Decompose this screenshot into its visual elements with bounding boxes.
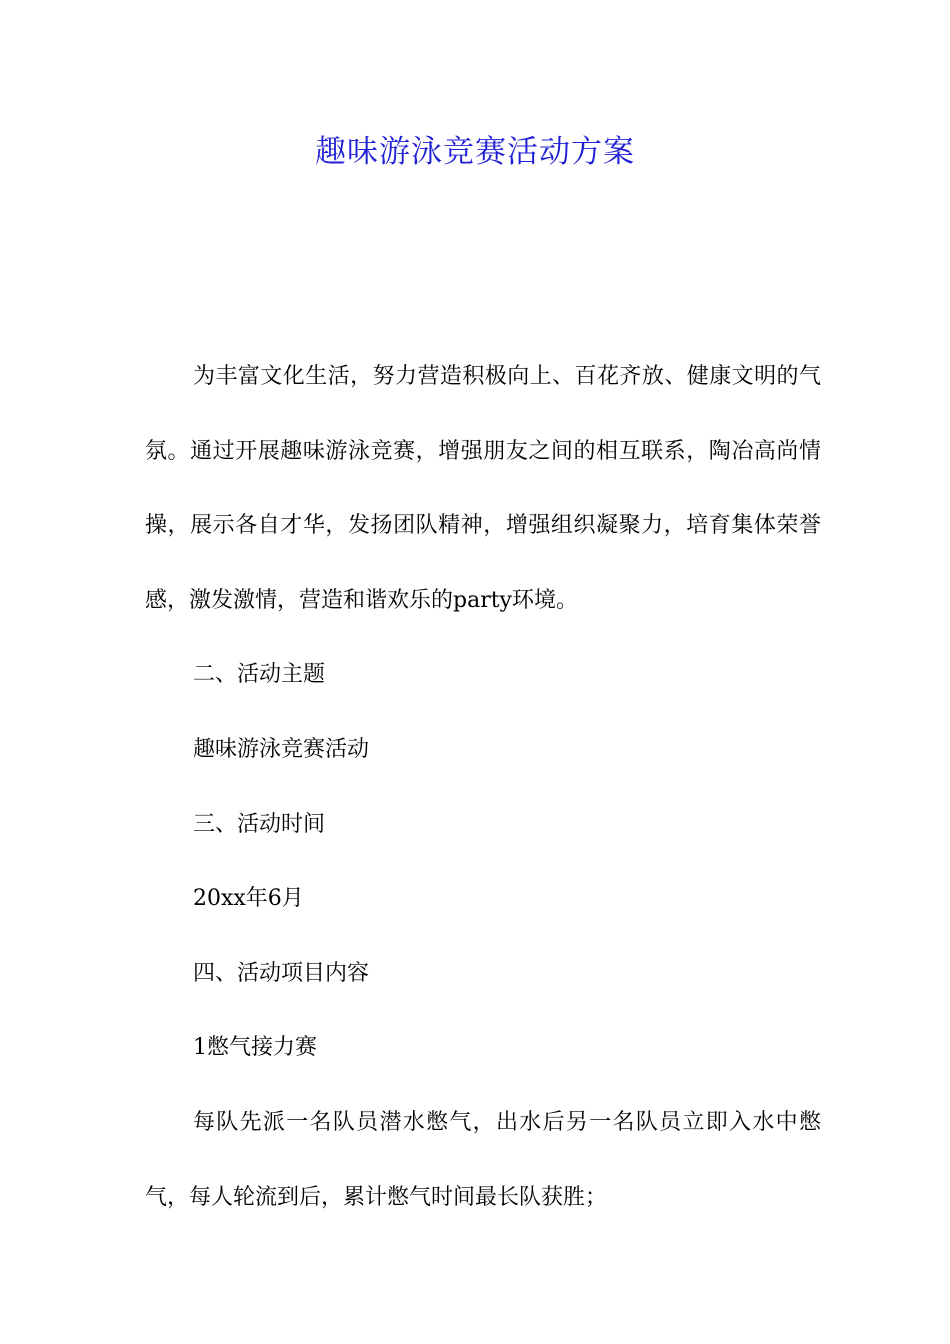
section-heading-content: 四、活动项目内容 — [193, 960, 370, 986]
section-heading-theme: 二、活动主题 — [193, 662, 326, 688]
theme-text: 趣味游泳竞赛活动 — [193, 736, 370, 762]
item-description-breath-relay: 每队先派一名队员潜水憋气，出水后另一名队员立即入水中憋气，每人轮流到后，累计憋气时间最长队获胜； — [145, 1109, 821, 1210]
document-title: 趣味游泳竞赛活动方案 — [315, 134, 635, 170]
item-heading-breath-relay: 1憋气接力赛 — [193, 1035, 317, 1061]
document-body — [145, 340, 821, 1235]
section-heading-time: 三、活动时间 — [193, 811, 326, 837]
time-text: 20xx年6月 — [193, 886, 304, 912]
intro-paragraph: 为丰富文化生活，努力营造积极向上、百花齐放、健康文明的气氛。通过开展趣味游泳竞赛，增强朋友之间的相互联系，陶冶高尚情操，展示各自才华，发扬团队精神，增强组织凝聚力，培育集体荣誉感，激发激情，营造和谐欢乐的party环境。 — [145, 364, 821, 613]
